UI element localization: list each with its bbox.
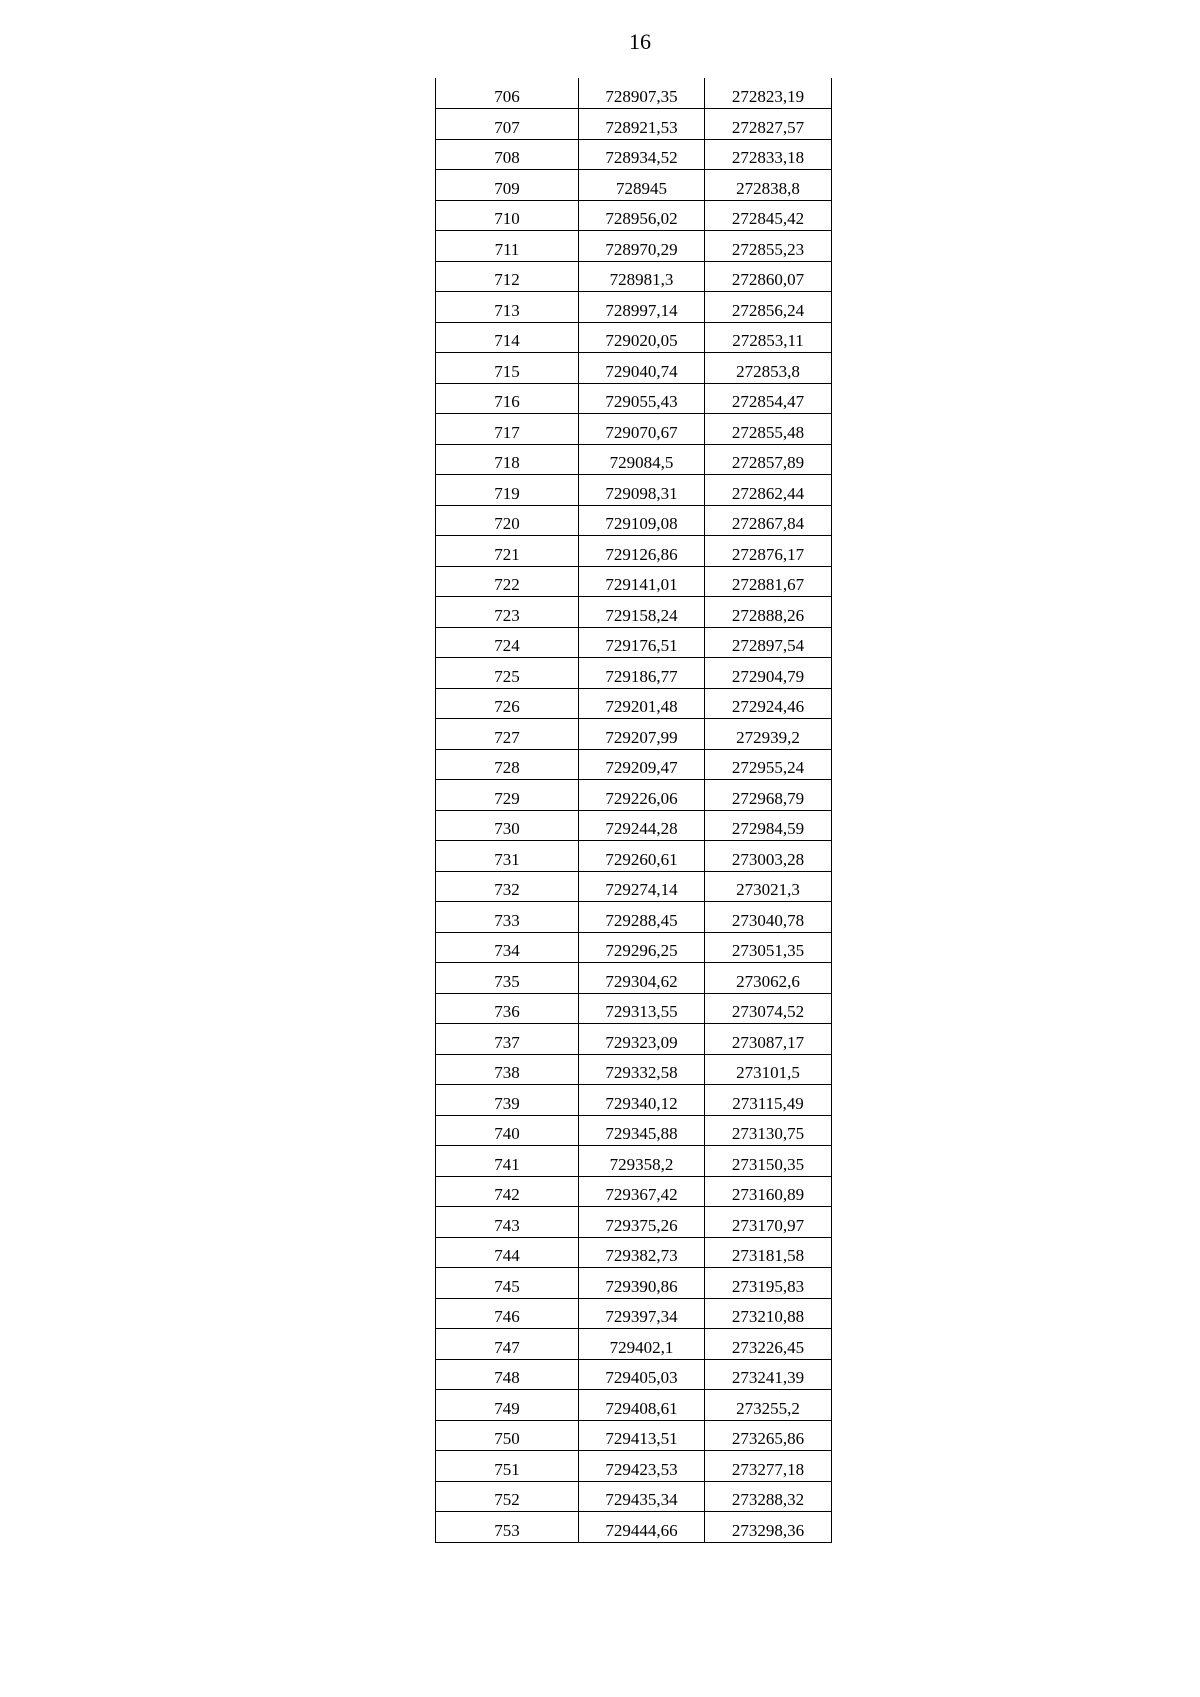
- point-number-cell: 749: [436, 1390, 579, 1421]
- y-coordinate-cell: 273115,49: [705, 1085, 832, 1116]
- table-row: [436, 231, 832, 262]
- y-coordinate-cell: 272823,19: [705, 78, 832, 109]
- point-number-cell: 712: [436, 261, 579, 292]
- table-row: [436, 1146, 832, 1177]
- table-row: [436, 871, 832, 902]
- y-coordinate-cell: 272939,2: [705, 719, 832, 750]
- y-coordinate-cell: 272854,47: [705, 383, 832, 414]
- x-coordinate-cell: 729176,51: [579, 627, 705, 658]
- x-coordinate-cell: 729070,67: [579, 414, 705, 445]
- y-coordinate-cell: 273241,39: [705, 1359, 832, 1390]
- table-row: [436, 353, 832, 384]
- table-row: [436, 1237, 832, 1268]
- x-coordinate-cell: 729126,86: [579, 536, 705, 567]
- point-number-cell: 721: [436, 536, 579, 567]
- point-number-cell: 751: [436, 1451, 579, 1482]
- x-coordinate-cell: 729313,55: [579, 993, 705, 1024]
- x-coordinate-cell: 729367,42: [579, 1176, 705, 1207]
- x-coordinate-cell: 728981,3: [579, 261, 705, 292]
- y-coordinate-cell: 272881,67: [705, 566, 832, 597]
- table-row: [436, 1298, 832, 1329]
- x-coordinate-cell: 729020,05: [579, 322, 705, 353]
- y-coordinate-cell: 273062,6: [705, 963, 832, 994]
- table-row: [436, 993, 832, 1024]
- y-coordinate-cell: 273040,78: [705, 902, 832, 933]
- x-coordinate-cell: 729207,99: [579, 719, 705, 750]
- table-row: [436, 475, 832, 506]
- x-coordinate-cell: 729084,5: [579, 444, 705, 475]
- x-coordinate-cell: 729274,14: [579, 871, 705, 902]
- x-coordinate-cell: 729098,31: [579, 475, 705, 506]
- point-number-cell: 728: [436, 749, 579, 780]
- y-coordinate-cell: 272876,17: [705, 536, 832, 567]
- x-coordinate-cell: 729382,73: [579, 1237, 705, 1268]
- table-row: [436, 1207, 832, 1238]
- table-row: [436, 902, 832, 933]
- table-row: [436, 1054, 832, 1085]
- table-row: [436, 1024, 832, 1055]
- y-coordinate-cell: 272855,23: [705, 231, 832, 262]
- x-coordinate-cell: 729345,88: [579, 1115, 705, 1146]
- page-number: 16: [629, 29, 651, 54]
- point-number-cell: 724: [436, 627, 579, 658]
- point-number-cell: 708: [436, 139, 579, 170]
- table-row: [436, 810, 832, 841]
- x-coordinate-cell: 729413,51: [579, 1420, 705, 1451]
- table-row: [436, 1390, 832, 1421]
- y-coordinate-cell: 272845,42: [705, 200, 832, 231]
- point-number-cell: 736: [436, 993, 579, 1024]
- table-row: [436, 963, 832, 994]
- point-number-cell: 710: [436, 200, 579, 231]
- point-number-cell: 711: [436, 231, 579, 262]
- point-number-cell: 707: [436, 109, 579, 140]
- table-row: [436, 383, 832, 414]
- table-row: [436, 1481, 832, 1512]
- y-coordinate-cell: 272955,24: [705, 749, 832, 780]
- x-coordinate-cell: 729402,1: [579, 1329, 705, 1360]
- x-coordinate-cell: 729405,03: [579, 1359, 705, 1390]
- table-row: [436, 932, 832, 963]
- y-coordinate-cell: 272904,79: [705, 658, 832, 689]
- table-row: [436, 109, 832, 140]
- table-row: [436, 719, 832, 750]
- table-row: [436, 1451, 832, 1482]
- point-number-cell: 715: [436, 353, 579, 384]
- y-coordinate-cell: 272860,07: [705, 261, 832, 292]
- table-row: [436, 658, 832, 689]
- table-row: [436, 536, 832, 567]
- x-coordinate-cell: 729296,25: [579, 932, 705, 963]
- point-number-cell: 742: [436, 1176, 579, 1207]
- point-number-cell: 738: [436, 1054, 579, 1085]
- point-number-cell: 743: [436, 1207, 579, 1238]
- y-coordinate-cell: 273101,5: [705, 1054, 832, 1085]
- point-number-cell: 735: [436, 963, 579, 994]
- table-row: [436, 1115, 832, 1146]
- point-number-cell: 747: [436, 1329, 579, 1360]
- table-row: [436, 566, 832, 597]
- x-coordinate-cell: 729340,12: [579, 1085, 705, 1116]
- point-number-cell: 709: [436, 170, 579, 201]
- point-number-cell: 722: [436, 566, 579, 597]
- point-number-cell: 714: [436, 322, 579, 353]
- x-coordinate-cell: 729040,74: [579, 353, 705, 384]
- y-coordinate-cell: 272827,57: [705, 109, 832, 140]
- x-coordinate-cell: 728907,35: [579, 78, 705, 109]
- table-row: [436, 1176, 832, 1207]
- y-coordinate-cell: 273298,36: [705, 1512, 832, 1543]
- point-number-cell: 741: [436, 1146, 579, 1177]
- x-coordinate-cell: 728956,02: [579, 200, 705, 231]
- point-number-cell: 730: [436, 810, 579, 841]
- table-row: [436, 780, 832, 811]
- table-row: [436, 1512, 832, 1543]
- point-number-cell: 750: [436, 1420, 579, 1451]
- y-coordinate-cell: 273210,88: [705, 1298, 832, 1329]
- y-coordinate-cell: 272888,26: [705, 597, 832, 628]
- point-number-cell: 729: [436, 780, 579, 811]
- x-coordinate-cell: 729244,28: [579, 810, 705, 841]
- y-coordinate-cell: 272968,79: [705, 780, 832, 811]
- x-coordinate-cell: 729158,24: [579, 597, 705, 628]
- y-coordinate-cell: 273074,52: [705, 993, 832, 1024]
- point-number-cell: 727: [436, 719, 579, 750]
- point-number-cell: 753: [436, 1512, 579, 1543]
- point-number-cell: 726: [436, 688, 579, 719]
- point-number-cell: 718: [436, 444, 579, 475]
- x-coordinate-cell: 728997,14: [579, 292, 705, 323]
- y-coordinate-cell: 273195,83: [705, 1268, 832, 1299]
- coordinates-table-body: [436, 78, 832, 1542]
- point-number-cell: 746: [436, 1298, 579, 1329]
- table-row: [436, 1268, 832, 1299]
- point-number-cell: 719: [436, 475, 579, 506]
- y-coordinate-cell: 273150,35: [705, 1146, 832, 1177]
- y-coordinate-cell: 273170,97: [705, 1207, 832, 1238]
- x-coordinate-cell: 729358,2: [579, 1146, 705, 1177]
- table-row: [436, 1420, 832, 1451]
- y-coordinate-cell: 272833,18: [705, 139, 832, 170]
- y-coordinate-cell: 273021,3: [705, 871, 832, 902]
- y-coordinate-cell: 273160,89: [705, 1176, 832, 1207]
- x-coordinate-cell: 729304,62: [579, 963, 705, 994]
- x-coordinate-cell: 729288,45: [579, 902, 705, 933]
- point-number-cell: 737: [436, 1024, 579, 1055]
- x-coordinate-cell: 729423,53: [579, 1451, 705, 1482]
- x-coordinate-cell: 728934,52: [579, 139, 705, 170]
- x-coordinate-cell: 729109,08: [579, 505, 705, 536]
- table-row: [436, 170, 832, 201]
- y-coordinate-cell: 273003,28: [705, 841, 832, 872]
- y-coordinate-cell: 273051,35: [705, 932, 832, 963]
- table-row: [436, 749, 832, 780]
- table-row: [436, 200, 832, 231]
- y-coordinate-cell: 272855,48: [705, 414, 832, 445]
- x-coordinate-cell: 728945: [579, 170, 705, 201]
- point-number-cell: 713: [436, 292, 579, 323]
- point-number-cell: 731: [436, 841, 579, 872]
- x-coordinate-cell: 729435,34: [579, 1481, 705, 1512]
- y-coordinate-cell: 272867,84: [705, 505, 832, 536]
- x-coordinate-cell: 729260,61: [579, 841, 705, 872]
- y-coordinate-cell: 273255,2: [705, 1390, 832, 1421]
- point-number-cell: 725: [436, 658, 579, 689]
- table-row: [436, 78, 832, 109]
- point-number-cell: 733: [436, 902, 579, 933]
- table-row: [436, 841, 832, 872]
- x-coordinate-cell: 729209,47: [579, 749, 705, 780]
- y-coordinate-cell: 273277,18: [705, 1451, 832, 1482]
- table-row: [436, 1329, 832, 1360]
- x-coordinate-cell: 729444,66: [579, 1512, 705, 1543]
- point-number-cell: 744: [436, 1237, 579, 1268]
- x-coordinate-cell: 728921,53: [579, 109, 705, 140]
- y-coordinate-cell: 272853,8: [705, 353, 832, 384]
- table-row: [436, 292, 832, 323]
- table-row: [436, 444, 832, 475]
- point-number-cell: 717: [436, 414, 579, 445]
- table-row: [436, 139, 832, 170]
- y-coordinate-cell: 273130,75: [705, 1115, 832, 1146]
- point-number-cell: 706: [436, 78, 579, 109]
- point-number-cell: 740: [436, 1115, 579, 1146]
- table-row: [436, 627, 832, 658]
- y-coordinate-cell: 272853,11: [705, 322, 832, 353]
- x-coordinate-cell: 729201,48: [579, 688, 705, 719]
- x-coordinate-cell: 729323,09: [579, 1024, 705, 1055]
- table-row: [436, 322, 832, 353]
- y-coordinate-cell: 272857,89: [705, 444, 832, 475]
- x-coordinate-cell: 728970,29: [579, 231, 705, 262]
- y-coordinate-cell: 272897,54: [705, 627, 832, 658]
- point-number-cell: 720: [436, 505, 579, 536]
- table-row: [436, 505, 832, 536]
- y-coordinate-cell: 273181,58: [705, 1237, 832, 1268]
- y-coordinate-cell: 273288,32: [705, 1481, 832, 1512]
- x-coordinate-cell: 729186,77: [579, 658, 705, 689]
- x-coordinate-cell: 729408,61: [579, 1390, 705, 1421]
- x-coordinate-cell: 729332,58: [579, 1054, 705, 1085]
- table-row: [436, 414, 832, 445]
- y-coordinate-cell: 272984,59: [705, 810, 832, 841]
- point-number-cell: 716: [436, 383, 579, 414]
- x-coordinate-cell: 729397,34: [579, 1298, 705, 1329]
- x-coordinate-cell: 729375,26: [579, 1207, 705, 1238]
- x-coordinate-cell: 729390,86: [579, 1268, 705, 1299]
- table-row: [436, 688, 832, 719]
- x-coordinate-cell: 729055,43: [579, 383, 705, 414]
- x-coordinate-cell: 729141,01: [579, 566, 705, 597]
- point-number-cell: 723: [436, 597, 579, 628]
- point-number-cell: 732: [436, 871, 579, 902]
- table-row: [436, 1085, 832, 1116]
- y-coordinate-cell: 272838,8: [705, 170, 832, 201]
- point-number-cell: 752: [436, 1481, 579, 1512]
- point-number-cell: 734: [436, 932, 579, 963]
- x-coordinate-cell: 729226,06: [579, 780, 705, 811]
- point-number-cell: 748: [436, 1359, 579, 1390]
- y-coordinate-cell: 273265,86: [705, 1420, 832, 1451]
- y-coordinate-cell: 272862,44: [705, 475, 832, 506]
- coordinates-table: [435, 78, 832, 1543]
- y-coordinate-cell: 273226,45: [705, 1329, 832, 1360]
- y-coordinate-cell: 273087,17: [705, 1024, 832, 1055]
- y-coordinate-cell: 272856,24: [705, 292, 832, 323]
- point-number-cell: 745: [436, 1268, 579, 1299]
- table-row: [436, 597, 832, 628]
- y-coordinate-cell: 272924,46: [705, 688, 832, 719]
- table-row: [436, 261, 832, 292]
- table-row: [436, 1359, 832, 1390]
- point-number-cell: 739: [436, 1085, 579, 1116]
